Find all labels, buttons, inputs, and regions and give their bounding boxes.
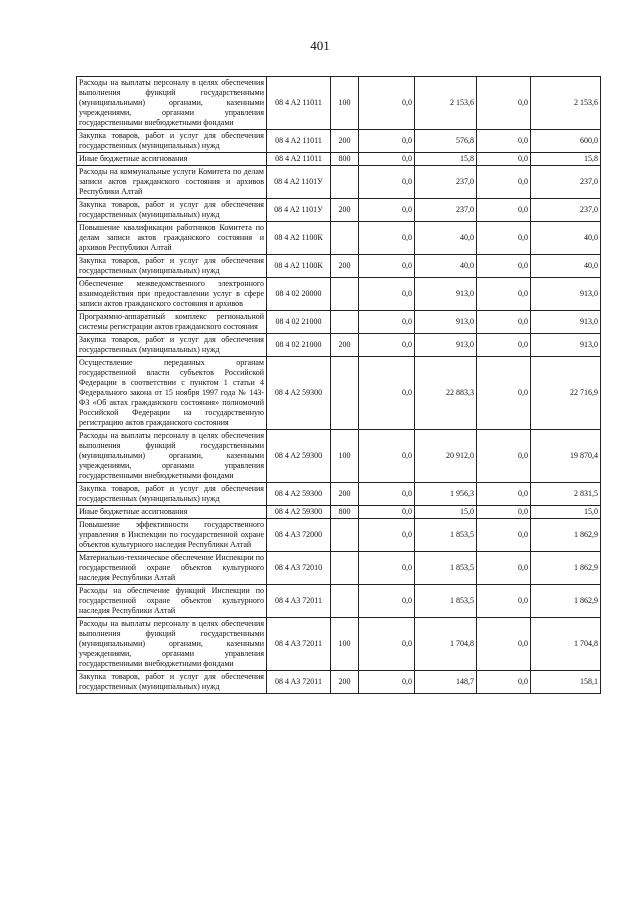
cell-name: Закупка товаров, работ и услуг для обеспечения государственных (муниципальных) нужд xyxy=(77,483,267,506)
cell-name: Материально-техническое обеспечение Инспекции по государственной охране объектов культурного наследия Республики Алтай xyxy=(77,552,267,585)
table-row xyxy=(77,357,601,430)
cell-value-4: 913,0 xyxy=(531,334,601,357)
cell-expense-type: 200 xyxy=(331,671,359,694)
cell-expense-type xyxy=(331,311,359,334)
cell-target-code: 08 4 A2 1101У xyxy=(267,166,331,199)
cell-name: Повышение квалификации работников Комитета по делам записи актов гражданского состояния и архивов Республики Алтай xyxy=(77,222,267,255)
cell-name: Повышение эффективности государственного управления в Инспекции по государственной охране объектов культурного наследия Республики Алтай xyxy=(77,519,267,552)
cell-value-1: 0,0 xyxy=(359,585,415,618)
table-row xyxy=(77,166,601,199)
table-row xyxy=(77,153,601,166)
cell-target-code: 08 4 A2 59300 xyxy=(267,357,331,430)
cell-value-4: 2 831,5 xyxy=(531,483,601,506)
cell-name: Расходы на выплаты персоналу в целях обеспечения выполнения функций государственными (муниципальными) органами, казенными учреждениями, органами управления государственными внебюджетными фондами xyxy=(77,618,267,671)
table-row xyxy=(77,618,601,671)
cell-value-2: 15,0 xyxy=(415,506,477,519)
cell-value-2: 15,8 xyxy=(415,153,477,166)
cell-target-code: 08 4 02 20000 xyxy=(267,278,331,311)
cell-target-code: 08 4 02 21000 xyxy=(267,311,331,334)
cell-expense-type: 200 xyxy=(331,255,359,278)
cell-expense-type: 200 xyxy=(331,199,359,222)
cell-expense-type xyxy=(331,585,359,618)
cell-target-code: 08 4 A3 72011 xyxy=(267,585,331,618)
cell-target-code: 08 4 A2 1100К xyxy=(267,222,331,255)
table-row xyxy=(77,77,601,130)
table-row xyxy=(77,278,601,311)
table-row xyxy=(77,506,601,519)
cell-value-3: 0,0 xyxy=(477,166,531,199)
cell-value-1: 0,0 xyxy=(359,311,415,334)
cell-expense-type xyxy=(331,357,359,430)
cell-value-1: 0,0 xyxy=(359,255,415,278)
cell-target-code: 08 4 A2 11011 xyxy=(267,77,331,130)
cell-value-2: 1 853,5 xyxy=(415,585,477,618)
cell-value-1: 0,0 xyxy=(359,357,415,430)
cell-expense-type xyxy=(331,552,359,585)
cell-value-2: 1 704,8 xyxy=(415,618,477,671)
table-row xyxy=(77,222,601,255)
cell-value-4: 15,0 xyxy=(531,506,601,519)
cell-value-3: 0,0 xyxy=(477,153,531,166)
cell-value-4: 1 862,9 xyxy=(531,552,601,585)
cell-value-3: 0,0 xyxy=(477,519,531,552)
cell-value-2: 913,0 xyxy=(415,278,477,311)
table-body xyxy=(77,77,601,694)
cell-value-4: 2 153,6 xyxy=(531,77,601,130)
cell-target-code: 08 4 A2 59300 xyxy=(267,430,331,483)
cell-value-4: 600,0 xyxy=(531,130,601,153)
table-row xyxy=(77,334,601,357)
cell-expense-type xyxy=(331,519,359,552)
cell-target-code: 08 4 A3 72010 xyxy=(267,552,331,585)
cell-value-1: 0,0 xyxy=(359,552,415,585)
table-row xyxy=(77,255,601,278)
cell-value-2: 22 883,3 xyxy=(415,357,477,430)
cell-value-4: 40,0 xyxy=(531,255,601,278)
cell-value-1: 0,0 xyxy=(359,77,415,130)
table-row xyxy=(77,483,601,506)
cell-target-code: 08 4 A2 59300 xyxy=(267,483,331,506)
cell-value-3: 0,0 xyxy=(477,671,531,694)
cell-target-code: 08 4 A3 72011 xyxy=(267,671,331,694)
cell-value-3: 0,0 xyxy=(477,430,531,483)
cell-expense-type: 800 xyxy=(331,153,359,166)
cell-value-2: 148,7 xyxy=(415,671,477,694)
cell-value-1: 0,0 xyxy=(359,483,415,506)
cell-value-1: 0,0 xyxy=(359,430,415,483)
cell-value-4: 237,0 xyxy=(531,166,601,199)
cell-name: Закупка товаров, работ и услуг для обеспечения государственных (муниципальных) нужд xyxy=(77,255,267,278)
cell-value-4: 1 704,8 xyxy=(531,618,601,671)
cell-value-1: 0,0 xyxy=(359,166,415,199)
cell-value-3: 0,0 xyxy=(477,311,531,334)
cell-name: Расходы на выплаты персоналу в целях обеспечения выполнения функций государственными (муниципальными) органами, казенными учреждениями, органами управления государственными внебюджетными фондами xyxy=(77,430,267,483)
cell-expense-type: 200 xyxy=(331,334,359,357)
cell-value-1: 0,0 xyxy=(359,506,415,519)
cell-value-4: 913,0 xyxy=(531,278,601,311)
cell-value-2: 237,0 xyxy=(415,166,477,199)
cell-expense-type xyxy=(331,222,359,255)
cell-value-4: 40,0 xyxy=(531,222,601,255)
cell-value-2: 1 956,3 xyxy=(415,483,477,506)
cell-value-2: 2 153,6 xyxy=(415,77,477,130)
cell-value-2: 237,0 xyxy=(415,199,477,222)
cell-value-3: 0,0 xyxy=(477,483,531,506)
cell-value-1: 0,0 xyxy=(359,334,415,357)
cell-target-code: 08 4 A2 1101У xyxy=(267,199,331,222)
cell-value-2: 913,0 xyxy=(415,334,477,357)
cell-value-3: 0,0 xyxy=(477,585,531,618)
cell-expense-type: 100 xyxy=(331,618,359,671)
cell-target-code: 08 4 A2 11011 xyxy=(267,130,331,153)
cell-name: Закупка товаров, работ и услуг для обеспечения государственных (муниципальных) нужд xyxy=(77,334,267,357)
cell-target-code: 08 4 A3 72000 xyxy=(267,519,331,552)
cell-value-4: 15,8 xyxy=(531,153,601,166)
table-row xyxy=(77,199,601,222)
cell-value-4: 1 862,9 xyxy=(531,519,601,552)
cell-name: Иные бюджетные ассигнования xyxy=(77,153,267,166)
cell-name: Осуществление переданных органам государственной власти субъектов Российской Федерации в соответствии с пунктом 1 статьи 4 Федерального закона от 15 ноября 1997 года № 143-ФЗ «Об актах гражданского состояния» полномочий Российской Федерации на государственную регистрацию актов гражданского состояния xyxy=(77,357,267,430)
cell-value-4: 22 716,9 xyxy=(531,357,601,430)
cell-value-1: 0,0 xyxy=(359,199,415,222)
cell-target-code: 08 4 A3 72011 xyxy=(267,618,331,671)
cell-value-3: 0,0 xyxy=(477,255,531,278)
cell-value-3: 0,0 xyxy=(477,278,531,311)
cell-name: Закупка товаров, работ и услуг для обеспечения государственных (муниципальных) нужд xyxy=(77,130,267,153)
cell-value-3: 0,0 xyxy=(477,357,531,430)
cell-value-1: 0,0 xyxy=(359,222,415,255)
cell-value-2: 1 853,5 xyxy=(415,519,477,552)
cell-name: Расходы на выплаты персоналу в целях обеспечения выполнения функций государственными (муниципальными) органами, казенными учреждениями, органами управления государственными внебюджетными фондами xyxy=(77,77,267,130)
table-row xyxy=(77,130,601,153)
cell-value-4: 1 862,9 xyxy=(531,585,601,618)
cell-value-2: 576,8 xyxy=(415,130,477,153)
cell-target-code: 08 4 02 21000 xyxy=(267,334,331,357)
cell-name: Расходы на коммунальные услуги Комитета по делам записи актов гражданского состояния и архивов Республики Алтай xyxy=(77,166,267,199)
cell-name: Иные бюджетные ассигнования xyxy=(77,506,267,519)
table-row xyxy=(77,430,601,483)
table-row xyxy=(77,552,601,585)
table-row xyxy=(77,585,601,618)
cell-value-1: 0,0 xyxy=(359,519,415,552)
cell-value-4: 158,1 xyxy=(531,671,601,694)
cell-expense-type xyxy=(331,166,359,199)
cell-value-3: 0,0 xyxy=(477,199,531,222)
cell-value-2: 40,0 xyxy=(415,222,477,255)
cell-value-3: 0,0 xyxy=(477,334,531,357)
table-row xyxy=(77,671,601,694)
cell-target-code: 08 4 A2 1100К xyxy=(267,255,331,278)
cell-name: Закупка товаров, работ и услуг для обеспечения государственных (муниципальных) нужд xyxy=(77,671,267,694)
cell-expense-type: 800 xyxy=(331,506,359,519)
cell-value-3: 0,0 xyxy=(477,506,531,519)
table-row xyxy=(77,519,601,552)
cell-value-4: 913,0 xyxy=(531,311,601,334)
cell-expense-type: 200 xyxy=(331,483,359,506)
cell-expense-type: 200 xyxy=(331,130,359,153)
cell-target-code: 08 4 A2 11011 xyxy=(267,153,331,166)
cell-value-3: 0,0 xyxy=(477,130,531,153)
cell-value-2: 913,0 xyxy=(415,311,477,334)
cell-value-3: 0,0 xyxy=(477,552,531,585)
cell-name: Расходы на обеспечение функций Инспекции по государственной охране объектов культурного наследия Республики Алтай xyxy=(77,585,267,618)
cell-value-2: 20 912,0 xyxy=(415,430,477,483)
cell-value-3: 0,0 xyxy=(477,618,531,671)
page-number: 401 xyxy=(310,38,330,53)
cell-expense-type: 100 xyxy=(331,77,359,130)
table-row xyxy=(77,311,601,334)
cell-value-2: 1 853,5 xyxy=(415,552,477,585)
cell-value-3: 0,0 xyxy=(477,222,531,255)
cell-expense-type: 100 xyxy=(331,430,359,483)
cell-value-4: 237,0 xyxy=(531,199,601,222)
cell-value-4: 19 870,4 xyxy=(531,430,601,483)
cell-value-1: 0,0 xyxy=(359,671,415,694)
cell-expense-type xyxy=(331,278,359,311)
cell-value-1: 0,0 xyxy=(359,278,415,311)
cell-name: Программно-аппаратный комплекс региональной системы регистрации актов гражданского состояния xyxy=(77,311,267,334)
cell-value-3: 0,0 xyxy=(477,77,531,130)
cell-value-1: 0,0 xyxy=(359,618,415,671)
cell-value-1: 0,0 xyxy=(359,130,415,153)
cell-value-1: 0,0 xyxy=(359,153,415,166)
cell-name: Обеспечение межведомственного электронного взаимодействия при предоставлении услуг в сфере записи актов гражданского состояния и архивов xyxy=(77,278,267,311)
budget-table xyxy=(76,76,601,694)
cell-name: Закупка товаров, работ и услуг для обеспечения государственных (муниципальных) нужд xyxy=(77,199,267,222)
cell-value-2: 40,0 xyxy=(415,255,477,278)
cell-target-code: 08 4 A2 59300 xyxy=(267,506,331,519)
